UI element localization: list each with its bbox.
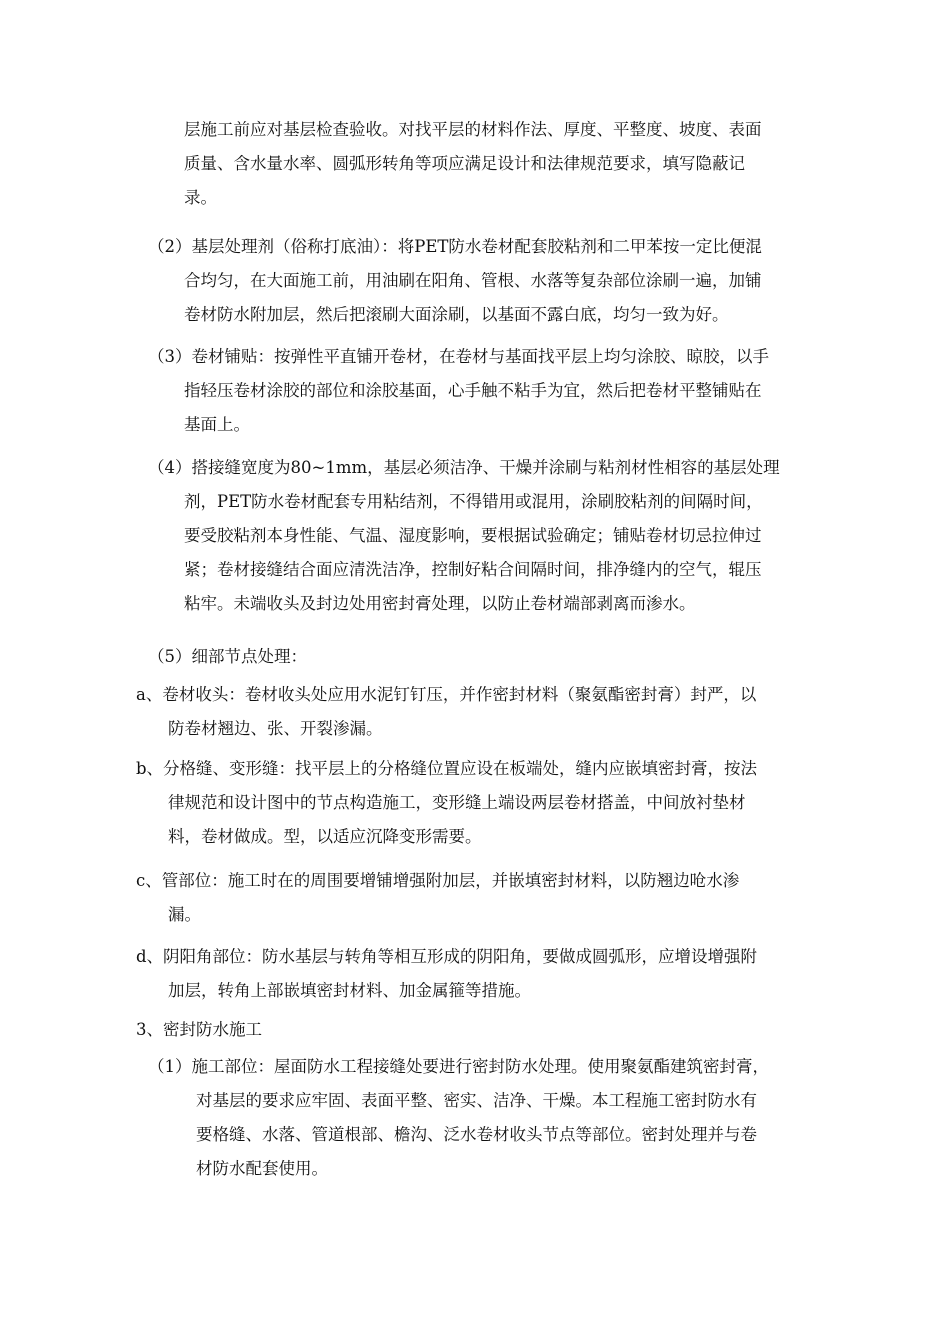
text-line: 3、密封防水施工 (136, 1020, 262, 1039)
text-line: 紧；卷材接缝结合面应清洗洁净，控制好粘合间隔时间，排净缝内的空气，辊压 (184, 560, 762, 579)
text-line: c、管部位：施工时在的周围要增铺增强附加层，并嵌填密封材料，以防翘边呛水渗 (136, 871, 740, 890)
text-line: 基面上。 (184, 415, 250, 434)
text-line: 律规范和设计图中的节点构造施工，变形缝上端设两层卷材搭盖，中间放衬垫材 (168, 793, 746, 812)
paragraph-sub-a (136, 678, 826, 746)
text-line: 合均匀，在大面施工前，用油刷在阳角、管根、水落等复杂部位涂刷一遍，加铺 (184, 271, 762, 290)
text-line: 质量、含水量水率、圆弧形转角等项应满足设计和法律规范要求，填写隐蔽记 (184, 154, 745, 173)
paragraph-item-2 (148, 230, 828, 332)
text-line: 加层，转角上部嵌填密封材料、加金属箍等措施。 (168, 981, 531, 1000)
paragraph-sealing-1 (148, 1050, 828, 1186)
text-line: （1）施工部位：屋面防水工程接缝处要进行密封防水处理。使用聚氨酯建筑密封膏， (148, 1057, 769, 1076)
text-line: 层施工前应对基层检查验收。对找平层的材料作法、厚度、平整度、坡度、表面 (184, 120, 762, 139)
text-line: d、阴阳角部位：防水基层与转角等相互形成的阴阳角，要做成圆弧形，应增设增强附 (136, 947, 758, 966)
text-line: 要格缝、水落、管道根部、檐沟、泛水卷材收头节点等部位。密封处理并与卷 (196, 1125, 757, 1144)
text-line: 粘牢。未端收头及封边处用密封膏处理，以防止卷材端部剥离而渗水。 (184, 594, 696, 613)
text-line: （2）基层处理剂（俗称打底油）：将PET防水卷材配套胶粘剂和二甲苯按一定比便混 (148, 237, 762, 256)
text-line: 指轻压卷材涂胶的部位和涂胶基面，心手触不粘手为宜，然后把卷材平整铺贴在 (184, 381, 762, 400)
paragraph-sub-c (136, 864, 826, 932)
text-line: 漏。 (168, 905, 201, 924)
text-line: 材防水配套使用。 (196, 1159, 328, 1178)
text-line: 要受胶粘剂本身性能、气温、湿度影响，要根据试验确定；铺贴卷材切忌拉伸过 (184, 526, 762, 545)
text-line: 剂，PET防水卷材配套专用粘结剂，不得错用或混用，涂刷胶粘剂的间隔时间， (184, 492, 763, 511)
paragraph-sub-d (136, 940, 826, 1008)
paragraph-item-4 (148, 451, 828, 621)
text-line: 防卷材翘边、张、开裂渗漏。 (168, 719, 383, 738)
text-line: b、分格缝、变形缝：找平层上的分格缝位置应设在板端处，缝内应嵌填密封膏，按法 (136, 759, 758, 778)
text-line: 卷材防水附加层，然后把滚刷大面涂刷，以基面不露白底，均匀一致为好。 (184, 305, 729, 324)
paragraph-continuation (184, 113, 824, 215)
text-line: a、卷材收头：卷材收头处应用水泥钉钉压，并作密封材料（聚氨酯密封膏）封严，以 (136, 685, 757, 704)
text-line: 对基层的要求应牢固、表面平整、密实、洁净、干燥。本工程施工密封防水有 (196, 1091, 757, 1110)
text-line: （3）卷材铺贴：按弹性平直铺开卷材，在卷材与基面找平层上均匀涂胶、晾胶，以手 (148, 347, 769, 366)
paragraph-sub-b (136, 752, 826, 854)
text-line: （5）细部节点处理： (148, 647, 307, 666)
text-line: （4）搭接缝宽度为80~1mm，基层必须洁净、干燥并涂刷与粘剂材性相容的基层处理 (148, 458, 780, 477)
text-line: 料，卷材做成。型，以适应沉降变形需要。 (168, 827, 482, 846)
paragraph-item-3 (148, 340, 828, 442)
section-heading (136, 1013, 826, 1047)
paragraph-item-5-heading (148, 640, 828, 674)
text-line: 录。 (184, 188, 217, 207)
